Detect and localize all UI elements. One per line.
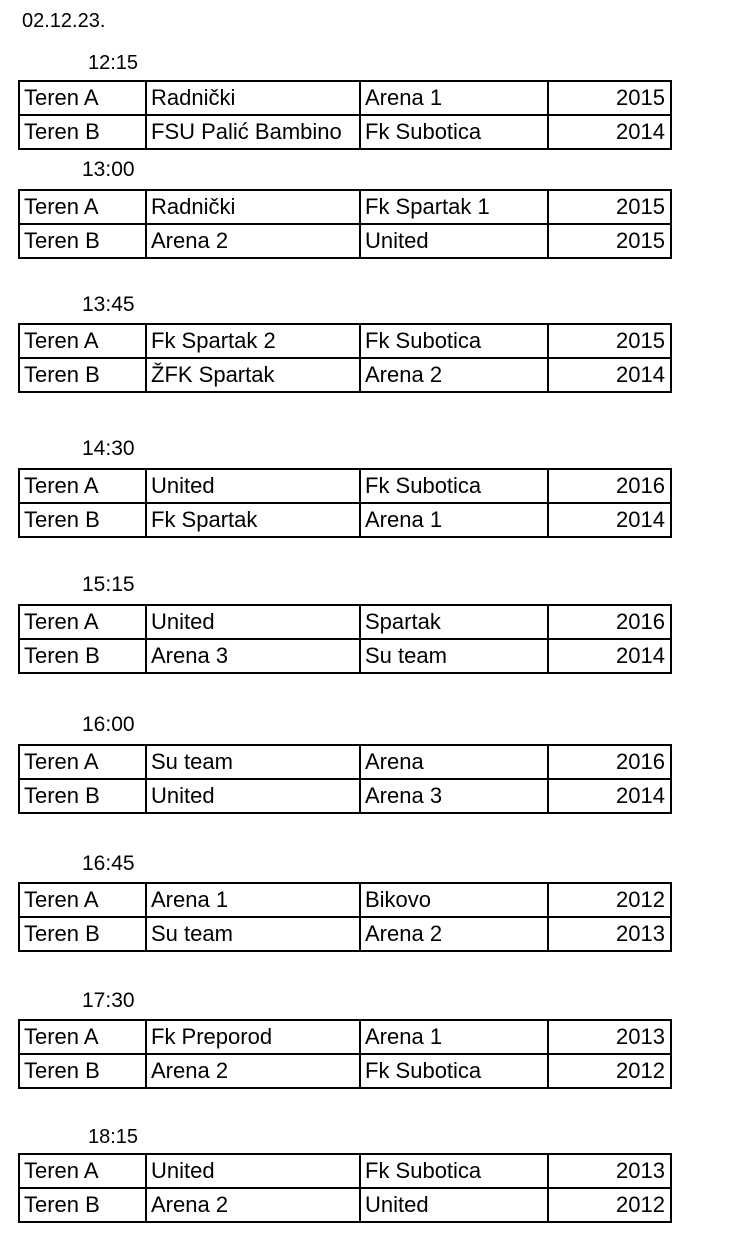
slot-time: 18:15 (88, 1126, 139, 1148)
year-cell: 2014 (548, 779, 671, 813)
field-cell: Teren A (19, 469, 146, 503)
match-row (19, 324, 671, 358)
match-table (18, 604, 672, 674)
field-cell: Teren B (19, 1188, 146, 1222)
slot-time: 14:30 (82, 437, 135, 460)
match-row (19, 190, 671, 224)
away-team-cell: United (360, 224, 548, 258)
field-cell: Teren B (19, 779, 146, 813)
field-cell: Teren A (19, 190, 146, 224)
field-cell: Teren B (19, 224, 146, 258)
away-team-cell: Fk Subotica (360, 1154, 548, 1188)
home-team-cell: Arena 2 (146, 1054, 360, 1088)
year-cell: 2015 (548, 324, 671, 358)
home-team-cell: United (146, 605, 360, 639)
home-team-cell: Arena 2 (146, 1188, 360, 1222)
slot-time: 16:00 (82, 713, 135, 736)
away-team-cell: Arena 1 (360, 1020, 548, 1054)
slot-time: 13:45 (82, 293, 135, 316)
slot-time: 12:15 (88, 52, 139, 74)
year-cell: 2013 (548, 1020, 671, 1054)
year-cell: 2014 (548, 503, 671, 537)
field-cell: Teren B (19, 358, 146, 392)
field-cell: Teren B (19, 1054, 146, 1088)
match-row (19, 917, 671, 951)
home-team-cell: United (146, 1154, 360, 1188)
match-row (19, 779, 671, 813)
year-cell: 2016 (548, 469, 671, 503)
match-row (19, 224, 671, 258)
away-team-cell: Fk Spartak 1 (360, 190, 548, 224)
away-team-cell: Su team (360, 639, 548, 673)
away-team-cell: Arena (360, 745, 548, 779)
away-team-cell: Spartak (360, 605, 548, 639)
match-row (19, 358, 671, 392)
field-cell: Teren A (19, 81, 146, 115)
match-row (19, 883, 671, 917)
away-team-cell: United (360, 1188, 548, 1222)
match-row (19, 745, 671, 779)
home-team-cell: Arena 1 (146, 883, 360, 917)
home-team-cell: Su team (146, 917, 360, 951)
home-team-cell: Radnički (146, 190, 360, 224)
field-cell: Teren A (19, 605, 146, 639)
match-table (18, 1019, 672, 1089)
match-row (19, 1154, 671, 1188)
match-table (18, 1153, 672, 1223)
slot-time: 15:15 (82, 573, 135, 596)
field-cell: Teren B (19, 115, 146, 149)
year-cell: 2014 (548, 358, 671, 392)
year-cell: 2013 (548, 1154, 671, 1188)
match-row (19, 639, 671, 673)
home-team-cell: Su team (146, 745, 360, 779)
field-cell: Teren A (19, 1020, 146, 1054)
away-team-cell: Fk Subotica (360, 469, 548, 503)
away-team-cell: Arena 2 (360, 917, 548, 951)
away-team-cell: Fk Subotica (360, 115, 548, 149)
away-team-cell: Fk Subotica (360, 324, 548, 358)
field-cell: Teren B (19, 639, 146, 673)
match-row (19, 1054, 671, 1088)
match-row (19, 115, 671, 149)
year-cell: 2016 (548, 745, 671, 779)
home-team-cell: Fk Preporod (146, 1020, 360, 1054)
year-cell: 2014 (548, 639, 671, 673)
field-cell: Teren A (19, 1154, 146, 1188)
home-team-cell: Fk Spartak 2 (146, 324, 360, 358)
match-table (18, 468, 672, 538)
year-cell: 2012 (548, 1188, 671, 1222)
match-row (19, 469, 671, 503)
match-table (18, 189, 672, 259)
year-cell: 2013 (548, 917, 671, 951)
away-team-cell: Arena 3 (360, 779, 548, 813)
field-cell: Teren B (19, 503, 146, 537)
year-cell: 2012 (548, 1054, 671, 1088)
match-table (18, 323, 672, 393)
match-table (18, 80, 672, 150)
match-row (19, 81, 671, 115)
match-row (19, 503, 671, 537)
home-team-cell: Fk Spartak (146, 503, 360, 537)
field-cell: Teren A (19, 745, 146, 779)
match-row (19, 1020, 671, 1054)
home-team-cell: United (146, 779, 360, 813)
away-team-cell: Arena 2 (360, 358, 548, 392)
away-team-cell: Bikovo (360, 883, 548, 917)
match-row (19, 605, 671, 639)
home-team-cell: Arena 3 (146, 639, 360, 673)
field-cell: Teren A (19, 883, 146, 917)
slot-time: 16:45 (82, 852, 135, 875)
away-team-cell: Fk Subotica (360, 1054, 548, 1088)
year-cell: 2015 (548, 81, 671, 115)
match-row (19, 1188, 671, 1222)
year-cell: 2014 (548, 115, 671, 149)
year-cell: 2015 (548, 190, 671, 224)
home-team-cell: Arena 2 (146, 224, 360, 258)
home-team-cell: United (146, 469, 360, 503)
slot-time: 13:00 (82, 158, 135, 181)
year-cell: 2015 (548, 224, 671, 258)
match-table (18, 744, 672, 814)
home-team-cell: ŽFK Spartak (146, 358, 360, 392)
home-team-cell: FSU Palić Bambino (146, 115, 360, 149)
year-cell: 2016 (548, 605, 671, 639)
schedule-date: 02.12.23. (22, 10, 106, 32)
away-team-cell: Arena 1 (360, 81, 548, 115)
away-team-cell: Arena 1 (360, 503, 548, 537)
slot-time: 17:30 (82, 989, 135, 1012)
match-table (18, 882, 672, 952)
year-cell: 2012 (548, 883, 671, 917)
home-team-cell: Radnički (146, 81, 360, 115)
field-cell: Teren B (19, 917, 146, 951)
field-cell: Teren A (19, 324, 146, 358)
